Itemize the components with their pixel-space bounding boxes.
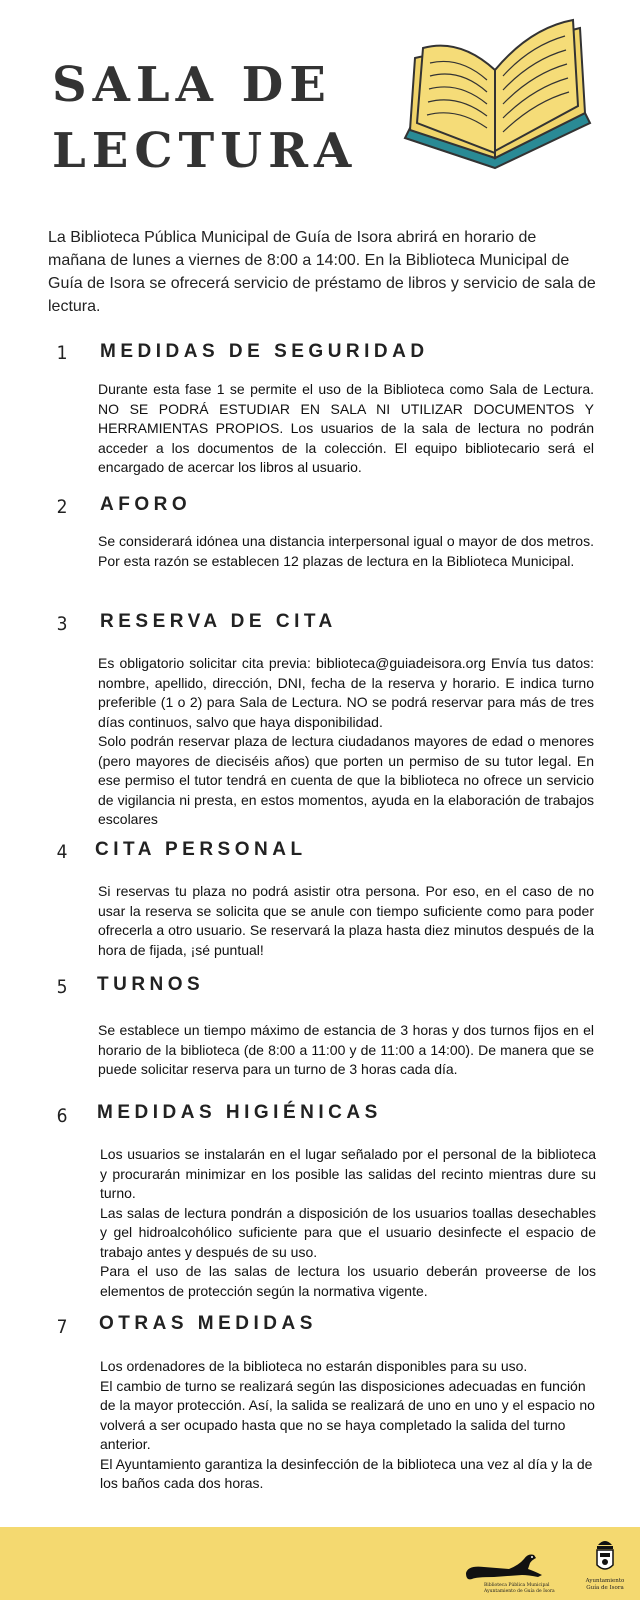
page-title	[52, 52, 357, 184]
paragraph: Se establece un tiempo máximo de estancia de 3 horas y dos turnos fijos en el horario de la biblioteca (de 8:00 a 11:00 y de 11:00 a 14:00). De manera que se puede solicitar reserva para un turno de 3 horas cada día.	[98, 1022, 594, 1077]
library-logo	[464, 1551, 555, 1594]
section-heading-reserva-cita: RESERVA DE CITA	[100, 611, 337, 632]
title-line-1: SALA DE	[52, 57, 332, 113]
paragraph: Durante esta fase 1 se permite el uso de la Biblioteca como Sala de Lectura. NO SE PODRÁ ESTUDIAR EN SALA NI UTILIZAR DOCUMENTOS Y HERRAMIENTAS PROPIOS. Los usuarios de la sala de lectura no podrán acceder a los documentos de la colección. El equipo bibliotecario será el encargado de acercar los libros al usuario.	[98, 381, 594, 475]
section-body-7	[100, 1357, 596, 1494]
section-heading-medidas-seguridad: MEDIDAS DE SEGURIDAD	[100, 341, 429, 362]
paragraph: Los ordenadores de la biblioteca no estarán disponibles para su uso.	[100, 1358, 528, 1374]
paragraph: Es obligatorio solicitar cita previa: biblioteca@guiadeisora.org Envía tus datos: nombre, apellido, dirección, DNI, fecha de la reserva y horario. E indica turno preferible (1 o 2) para Sala de Lectura. NO se podrá reservar para más de tres días continuos, salvo que haya disponibilidad.	[98, 655, 594, 730]
section-number-6: 6	[56, 1105, 68, 1127]
section-number-3: 3	[56, 613, 68, 635]
section-number-2: 2	[56, 496, 68, 518]
section-heading-aforo: AFORO	[100, 494, 192, 515]
section-number-7: 7	[56, 1316, 68, 1338]
intro-paragraph: La Biblioteca Pública Municipal de Guía de Isora abrirá en horario de mañana de lunes a viernes de 8:00 a 14:00. En la Biblioteca Municipal de Guía de Isora se ofrecerá servicio de préstamo de libros y servicio de sala de lectura.	[48, 229, 596, 315]
section-number-5: 5	[56, 976, 68, 998]
paragraph: El Ayuntamiento garantiza la desinfección de la biblioteca una vez al día y la de los baños cada dos horas.	[100, 1455, 593, 1491]
section-heading-medidas-higienicas: MEDIDAS HIGIÉNICAS	[97, 1102, 382, 1123]
council-logo-line-2: Guía de Isora	[586, 1585, 624, 1591]
section-heading-turnos: TURNOS	[97, 974, 205, 995]
lizard-icon	[464, 1551, 554, 1583]
title-line-2: LECTURA	[52, 123, 358, 179]
paragraph: Para el uso de las salas de lectura los usuario deberán proveerse de los elementos de protección según la normativa vigente.	[100, 1263, 596, 1299]
section-body-2	[98, 532, 594, 571]
section-body-3	[98, 654, 594, 830]
section-body-4	[98, 882, 594, 960]
coat-of-arms-icon	[594, 1537, 616, 1573]
section-body-6	[100, 1145, 596, 1301]
section-number-1: 1	[56, 342, 68, 364]
council-logo	[580, 1537, 630, 1592]
section-body-5	[98, 1021, 594, 1080]
paragraph: Solo podrán reservar plaza de lectura ciudadanos mayores de edad o menores (pero mayores de dieciséis años) que porten un permiso de su tutor legal. En ese permiso el tutor tendrá en cuenta de que la biblioteca no ofrece un servicio de vigilancia ni presta, en estos momentos, ayuda en la elaboración de trabajos escolares	[98, 733, 594, 827]
paragraph: El cambio de turno se realizará según las disposiciones adecuadas en función de la mayor protección. Así, la salida se realizará de uno en uno y el espacio no volverá a ser ocupado hasta que no se haya completado la salida del turno anterior.	[100, 1377, 595, 1452]
section-body-1	[98, 380, 594, 478]
footer	[0, 1527, 640, 1600]
section-heading-otras-medidas: OTRAS MEDIDAS	[99, 1313, 317, 1334]
library-logo-line-2: Ayuntamiento de Guía de Isora	[484, 1589, 555, 1594]
paragraph: Se considerará idónea una distancia interpersonal igual o mayor de dos metros. Por esta razón se establecen 12 plazas de lectura en la Biblioteca Municipal.	[98, 533, 594, 569]
paragraph: Si reservas tu plaza no podrá asistir otra persona. Por eso, en el caso de no usar la reserva se solicita que se anule con tiempo suficiente como para poder ofrecerla a otro usuario. Se reservará la plaza hasta diez minutos después de la hora de fijada, ¡sé puntual!	[98, 883, 594, 958]
library-logo-line-1: Biblioteca Pública Municipal	[484, 1583, 550, 1588]
open-book-icon	[395, 18, 600, 178]
paragraph: Los usuarios se instalarán en el lugar señalado por el personal de la biblioteca y procurarán minimizar en los posible las salidas del recinto mientras dure su turno.	[100, 1146, 596, 1201]
section-number-4: 4	[56, 841, 68, 863]
council-logo-line-1: Ayuntamiento	[585, 1578, 625, 1584]
paragraph: Las salas de lectura pondrán a disposición de los usuarios toallas desechables y gel hidroalcohólico suficiente para que el usuario desinfecte el espacio de trabajo antes y después de su uso.	[100, 1204, 596, 1260]
section-heading-cita-personal: CITA PERSONAL	[95, 839, 307, 860]
